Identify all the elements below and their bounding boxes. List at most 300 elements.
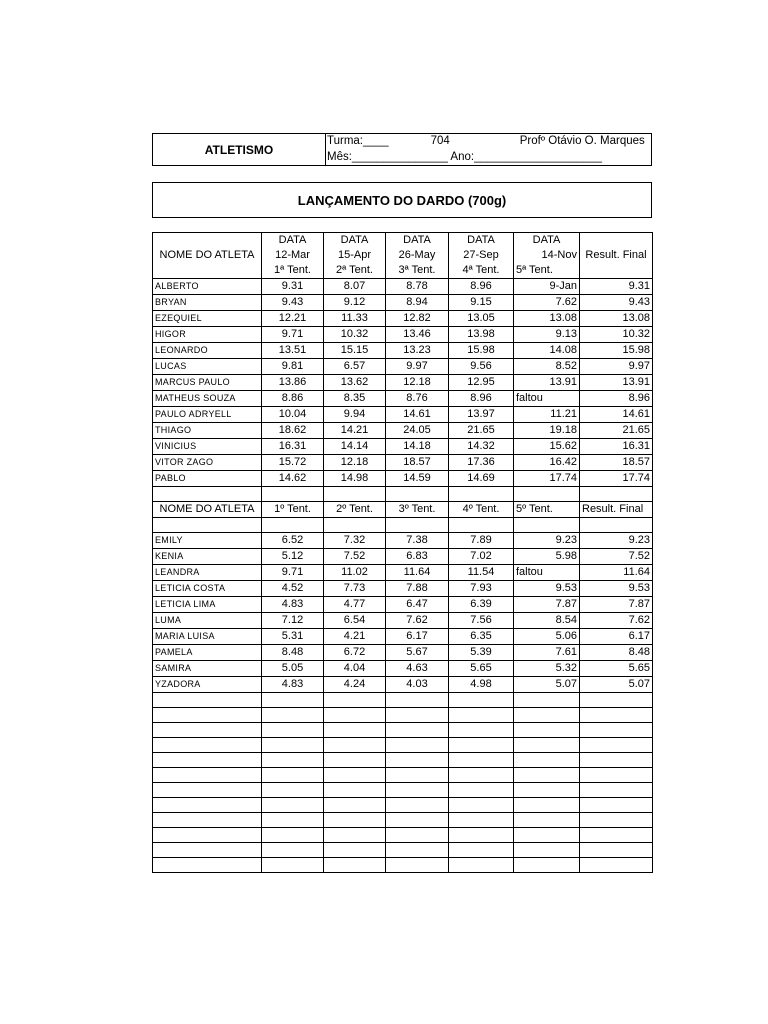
empty-cell xyxy=(386,828,449,843)
final-result: 9.53 xyxy=(580,581,653,597)
empty-cell xyxy=(153,828,262,843)
attempt-value: 9.71 xyxy=(262,565,324,581)
empty-cell xyxy=(514,723,580,738)
attempt-value: 19.18 xyxy=(514,423,580,439)
attempt-value: 7.02 xyxy=(449,549,514,565)
attempt-value: 14.32 xyxy=(449,439,514,455)
athlete-name: BRYAN xyxy=(153,295,262,311)
attempt-value: 14.62 xyxy=(262,471,324,487)
attempt-value: 8.35 xyxy=(324,391,386,407)
final-result: 11.64 xyxy=(580,565,653,581)
attempt-value: 7.52 xyxy=(324,549,386,565)
attempt-value: 7.62 xyxy=(514,295,580,311)
empty-cell xyxy=(153,843,262,858)
athlete-name: KENIA xyxy=(153,549,262,565)
attempt-value: 21.65 xyxy=(449,423,514,439)
attempt-value: faltou xyxy=(514,565,580,581)
final-result: 5.07 xyxy=(580,677,653,693)
empty-cell xyxy=(580,693,653,708)
attempt-value: 16.31 xyxy=(262,439,324,455)
attempt-value: 8.78 xyxy=(386,279,449,295)
attempt-value: 7.93 xyxy=(449,581,514,597)
attempt-value: 5.39 xyxy=(449,645,514,661)
attempt-value: 4.83 xyxy=(262,597,324,613)
athlete-name: PAMELA xyxy=(153,645,262,661)
year-label: Ano:____________________ xyxy=(450,151,602,163)
attempt-value: 6.17 xyxy=(386,629,449,645)
empty-cell xyxy=(262,798,324,813)
athlete-name: LUCAS xyxy=(153,359,262,375)
attempt-value: 13.97 xyxy=(449,407,514,423)
attempt-value: 13.98 xyxy=(449,327,514,343)
attempt-value: 8.96 xyxy=(449,279,514,295)
empty-row xyxy=(153,708,653,723)
final-result: 9.23 xyxy=(580,533,653,549)
session-date: 27-Sep xyxy=(449,248,514,263)
athlete-name: EZEQUIEL xyxy=(153,311,262,327)
attempt-value: 18.57 xyxy=(386,455,449,471)
empty-cell xyxy=(153,738,262,753)
final-result: 5.65 xyxy=(580,661,653,677)
empty-cell xyxy=(324,858,386,873)
empty-row xyxy=(153,813,653,828)
empty-cell xyxy=(262,828,324,843)
attempt-value: 5.67 xyxy=(386,645,449,661)
final-result: 9.97 xyxy=(580,359,653,375)
athlete-name: VITOR ZAGO xyxy=(153,455,262,471)
empty-cell xyxy=(386,798,449,813)
attempt-value: 9.23 xyxy=(514,533,580,549)
empty-cell xyxy=(514,843,580,858)
empty-cell xyxy=(386,768,449,783)
athlete-name: LUMA xyxy=(153,613,262,629)
empty-cell xyxy=(514,768,580,783)
table-row xyxy=(153,471,653,487)
table-row xyxy=(153,455,653,471)
table-row xyxy=(153,613,653,629)
attempt-value: 15.15 xyxy=(324,343,386,359)
turma-value: 704 xyxy=(430,135,450,147)
attempt-value: 8.52 xyxy=(514,359,580,375)
attempt-value: 11.21 xyxy=(514,407,580,423)
attempt-value: 9.12 xyxy=(324,295,386,311)
attempt-value: 10.32 xyxy=(324,327,386,343)
attempt-value: 18.62 xyxy=(262,423,324,439)
turma-label: Turma:____ xyxy=(327,135,389,147)
empty-cell xyxy=(580,738,653,753)
empty-cell xyxy=(262,813,324,828)
attempt-value: 9.15 xyxy=(449,295,514,311)
attempt-value: 15.62 xyxy=(514,439,580,455)
final-result: 21.65 xyxy=(580,423,653,439)
attempt-value: faltou xyxy=(514,391,580,407)
session-date: 26-May xyxy=(386,248,449,263)
attempt-value: 9.56 xyxy=(449,359,514,375)
empty-cell xyxy=(324,768,386,783)
athlete-name: PABLO xyxy=(153,471,262,487)
empty-cell xyxy=(449,518,514,533)
athlete-name: MATHEUS SOUZA xyxy=(153,391,262,407)
empty-cell xyxy=(386,518,449,533)
final-result: 10.32 xyxy=(580,327,653,343)
empty-cell xyxy=(262,693,324,708)
final-result: 18.57 xyxy=(580,455,653,471)
athlete-name: THIAGO xyxy=(153,423,262,439)
header-box xyxy=(152,133,652,166)
attempt-value: 13.91 xyxy=(514,375,580,391)
empty-row xyxy=(153,693,653,708)
empty-cell xyxy=(324,813,386,828)
final-result: 9.31 xyxy=(580,279,653,295)
attempt-value: 24.05 xyxy=(386,423,449,439)
attempt-value: 13.23 xyxy=(386,343,449,359)
attempt-value: 4.21 xyxy=(324,629,386,645)
empty-row xyxy=(153,723,653,738)
athlete-name: MARIA LUISA xyxy=(153,629,262,645)
table-row xyxy=(153,407,653,423)
final-result: 15.98 xyxy=(580,343,653,359)
empty-cell xyxy=(324,723,386,738)
attempt-value: 6.47 xyxy=(386,597,449,613)
attempt-value: 11.54 xyxy=(449,565,514,581)
empty-cell xyxy=(514,798,580,813)
empty-cell xyxy=(449,768,514,783)
final-result: 13.08 xyxy=(580,311,653,327)
attempt-value: 5.65 xyxy=(449,661,514,677)
table-row xyxy=(153,549,653,565)
athlete-name: HIGOR xyxy=(153,327,262,343)
empty-cell xyxy=(580,798,653,813)
sheet-title: LANÇAMENTO DO DARDO (700g) xyxy=(152,182,652,218)
empty-cell xyxy=(580,843,653,858)
attempt-value: 8.07 xyxy=(324,279,386,295)
attempt-value: 15.98 xyxy=(449,343,514,359)
empty-cell xyxy=(514,813,580,828)
empty-cell xyxy=(580,487,653,502)
empty-cell xyxy=(324,518,386,533)
empty-cell xyxy=(324,693,386,708)
final-result: 6.17 xyxy=(580,629,653,645)
attempt-value: 8.86 xyxy=(262,391,324,407)
attempt-header: 3º Tent. xyxy=(386,502,449,518)
empty-cell xyxy=(514,738,580,753)
table-row xyxy=(153,327,653,343)
attempt-value: 9.81 xyxy=(262,359,324,375)
attempt-value: 12.82 xyxy=(386,311,449,327)
table-row xyxy=(153,565,653,581)
empty-cell xyxy=(153,693,262,708)
athlete-name: PAULO ADRYELL xyxy=(153,407,262,423)
empty-cell xyxy=(153,798,262,813)
attempt-value: 9.94 xyxy=(324,407,386,423)
attempt-header: 2º Tent. xyxy=(324,502,386,518)
spacer-row xyxy=(153,518,653,533)
athlete-name: EMILY xyxy=(153,533,262,549)
attempt-value: 8.96 xyxy=(449,391,514,407)
attempt-header: 3ª Tent. xyxy=(386,263,449,279)
table-row xyxy=(153,629,653,645)
empty-cell xyxy=(262,518,324,533)
empty-cell xyxy=(580,783,653,798)
boys-header-row-date xyxy=(153,233,653,249)
session-date: 14-Nov xyxy=(514,248,580,263)
empty-cell xyxy=(386,843,449,858)
attempt-value: 10.04 xyxy=(262,407,324,423)
empty-cell xyxy=(580,518,653,533)
table-row xyxy=(153,645,653,661)
empty-cell xyxy=(153,723,262,738)
empty-cell xyxy=(153,753,262,768)
date-label: DATA xyxy=(386,233,449,249)
empty-cell xyxy=(580,708,653,723)
attempt-value: 6.35 xyxy=(449,629,514,645)
girls-name-header: NOME DO ATLETA xyxy=(153,502,262,518)
empty-cell xyxy=(153,858,262,873)
empty-cell xyxy=(514,708,580,723)
attempt-value: 14.14 xyxy=(324,439,386,455)
attempt-value: 7.62 xyxy=(386,613,449,629)
empty-cell xyxy=(386,708,449,723)
table-row xyxy=(153,391,653,407)
attempt-value: 6.57 xyxy=(324,359,386,375)
header-line-1 xyxy=(327,135,645,147)
attempt-value: 6.54 xyxy=(324,613,386,629)
athlete-name: YZADORA xyxy=(153,677,262,693)
final-result: 16.31 xyxy=(580,439,653,455)
attempt-value: 13.62 xyxy=(324,375,386,391)
empty-cell xyxy=(386,813,449,828)
attempt-value: 6.83 xyxy=(386,549,449,565)
empty-cell xyxy=(449,843,514,858)
attempt-value: 8.48 xyxy=(262,645,324,661)
empty-cell xyxy=(262,753,324,768)
empty-cell xyxy=(386,783,449,798)
empty-cell xyxy=(449,798,514,813)
attempt-value: 14.98 xyxy=(324,471,386,487)
header-line-2 xyxy=(327,151,602,163)
attempt-value: 8.54 xyxy=(514,613,580,629)
attempt-value: 5.32 xyxy=(514,661,580,677)
table-row xyxy=(153,295,653,311)
empty-cell xyxy=(449,723,514,738)
teacher-name: Profº Otávio O. Marques xyxy=(519,135,645,147)
empty-cell xyxy=(153,783,262,798)
attempt-value: 9.53 xyxy=(514,581,580,597)
empty-cell xyxy=(580,723,653,738)
attempt-value: 17.36 xyxy=(449,455,514,471)
empty-cell xyxy=(262,708,324,723)
empty-cell xyxy=(386,487,449,502)
attempt-value: 13.86 xyxy=(262,375,324,391)
attempt-value: 13.46 xyxy=(386,327,449,343)
table-row xyxy=(153,279,653,295)
session-date: 12-Mar xyxy=(262,248,324,263)
empty-cell xyxy=(449,738,514,753)
attempt-value: 4.03 xyxy=(386,677,449,693)
empty-cell xyxy=(262,723,324,738)
empty-row xyxy=(153,768,653,783)
table-row xyxy=(153,581,653,597)
date-label: DATA xyxy=(449,233,514,249)
attempt-value: 12.21 xyxy=(262,311,324,327)
boys-name-header: NOME DO ATLETA xyxy=(153,233,262,279)
attempt-value: 12.18 xyxy=(386,375,449,391)
athlete-name: SAMIRA xyxy=(153,661,262,677)
attempt-value: 4.77 xyxy=(324,597,386,613)
attempt-value: 4.04 xyxy=(324,661,386,677)
empty-cell xyxy=(262,858,324,873)
final-result: 17.74 xyxy=(580,471,653,487)
date-label: DATA xyxy=(324,233,386,249)
attempt-value: 15.72 xyxy=(262,455,324,471)
final-result: 14.61 xyxy=(580,407,653,423)
empty-cell xyxy=(514,518,580,533)
empty-cell xyxy=(262,783,324,798)
attempt-value: 4.24 xyxy=(324,677,386,693)
athlete-name: MARCUS PAULO xyxy=(153,375,262,391)
final-result: 7.87 xyxy=(580,597,653,613)
empty-cell xyxy=(262,768,324,783)
attempt-value: 14.21 xyxy=(324,423,386,439)
empty-cell xyxy=(324,738,386,753)
empty-cell xyxy=(386,738,449,753)
final-result: 13.91 xyxy=(580,375,653,391)
empty-cell xyxy=(449,783,514,798)
attempt-value: 12.95 xyxy=(449,375,514,391)
empty-cell xyxy=(580,768,653,783)
date-label: DATA xyxy=(262,233,324,249)
empty-cell xyxy=(514,858,580,873)
athlete-name: LEONARDO xyxy=(153,343,262,359)
attempt-value: 9-Jan xyxy=(514,279,580,295)
attempt-value: 7.61 xyxy=(514,645,580,661)
table-row xyxy=(153,375,653,391)
empty-cell xyxy=(580,828,653,843)
attempt-value: 7.38 xyxy=(386,533,449,549)
attempt-value: 7.56 xyxy=(449,613,514,629)
attempt-header: 2ª Tent. xyxy=(324,263,386,279)
attempt-value: 11.02 xyxy=(324,565,386,581)
table-row xyxy=(153,343,653,359)
attempt-value: 5.05 xyxy=(262,661,324,677)
empty-cell xyxy=(449,487,514,502)
girls-result-header: Result. Final xyxy=(580,502,653,518)
athlete-name: LETICIA LIMA xyxy=(153,597,262,613)
athlete-name: VINICIUS xyxy=(153,439,262,455)
final-result: 9.43 xyxy=(580,295,653,311)
attempt-value: 6.72 xyxy=(324,645,386,661)
athlete-name: LETICIA COSTA xyxy=(153,581,262,597)
attempt-value: 9.97 xyxy=(386,359,449,375)
attempt-value: 17.74 xyxy=(514,471,580,487)
attempt-value: 5.12 xyxy=(262,549,324,565)
attempt-value: 14.08 xyxy=(514,343,580,359)
month-label: Mês:_______________ xyxy=(327,151,448,163)
attempt-value: 14.18 xyxy=(386,439,449,455)
empty-row xyxy=(153,753,653,768)
attempt-value: 6.52 xyxy=(262,533,324,549)
attempt-header: 1ª Tent. xyxy=(262,263,324,279)
attempt-value: 4.98 xyxy=(449,677,514,693)
empty-cell xyxy=(580,813,653,828)
empty-cell xyxy=(449,753,514,768)
empty-cell xyxy=(386,723,449,738)
attempt-value: 13.51 xyxy=(262,343,324,359)
empty-cell xyxy=(514,487,580,502)
empty-row xyxy=(153,738,653,753)
empty-cell xyxy=(386,693,449,708)
empty-cell xyxy=(449,708,514,723)
attempt-value: 13.05 xyxy=(449,311,514,327)
final-result: 7.52 xyxy=(580,549,653,565)
table-row xyxy=(153,661,653,677)
empty-cell xyxy=(514,783,580,798)
attempt-value: 14.61 xyxy=(386,407,449,423)
empty-cell xyxy=(153,813,262,828)
empty-cell xyxy=(386,753,449,768)
attempt-header: 4º Tent. xyxy=(449,502,514,518)
empty-cell xyxy=(262,843,324,858)
attempt-value: 13.08 xyxy=(514,311,580,327)
attempt-value: 12.18 xyxy=(324,455,386,471)
results-table xyxy=(152,232,653,873)
empty-cell xyxy=(514,828,580,843)
attempt-value: 7.12 xyxy=(262,613,324,629)
attempt-header: 5º Tent. xyxy=(514,502,580,518)
empty-cell xyxy=(153,768,262,783)
attempt-value: 11.33 xyxy=(324,311,386,327)
attempt-value: 5.98 xyxy=(514,549,580,565)
attempt-value: 6.39 xyxy=(449,597,514,613)
attempt-value: 9.13 xyxy=(514,327,580,343)
final-result: 7.62 xyxy=(580,613,653,629)
attempt-value: 9.71 xyxy=(262,327,324,343)
attempt-value: 11.64 xyxy=(386,565,449,581)
empty-cell xyxy=(153,708,262,723)
table-row xyxy=(153,359,653,375)
empty-cell xyxy=(580,858,653,873)
attempt-value: 7.88 xyxy=(386,581,449,597)
empty-cell xyxy=(262,738,324,753)
attempt-value: 5.06 xyxy=(514,629,580,645)
attempt-value: 14.59 xyxy=(386,471,449,487)
attempt-header: 1º Tent. xyxy=(262,502,324,518)
empty-cell xyxy=(324,708,386,723)
attempt-value: 16.42 xyxy=(514,455,580,471)
header-title: ATLETISMO xyxy=(153,134,326,165)
girls-header-row xyxy=(153,502,653,518)
attempt-value: 7.89 xyxy=(449,533,514,549)
empty-row xyxy=(153,843,653,858)
attempt-value: 8.76 xyxy=(386,391,449,407)
attempt-value: 4.63 xyxy=(386,661,449,677)
empty-cell xyxy=(580,753,653,768)
session-date: 15-Apr xyxy=(324,248,386,263)
empty-cell xyxy=(449,813,514,828)
attempt-value: 9.43 xyxy=(262,295,324,311)
attempt-value: 5.07 xyxy=(514,677,580,693)
attempt-header: 4ª Tent. xyxy=(449,263,514,279)
empty-cell xyxy=(324,487,386,502)
attempt-value: 7.87 xyxy=(514,597,580,613)
attempt-value: 4.52 xyxy=(262,581,324,597)
athlete-name: LEANDRA xyxy=(153,565,262,581)
table-row xyxy=(153,311,653,327)
empty-row xyxy=(153,828,653,843)
date-label: DATA xyxy=(514,233,580,249)
empty-cell xyxy=(386,858,449,873)
attempt-value: 14.69 xyxy=(449,471,514,487)
